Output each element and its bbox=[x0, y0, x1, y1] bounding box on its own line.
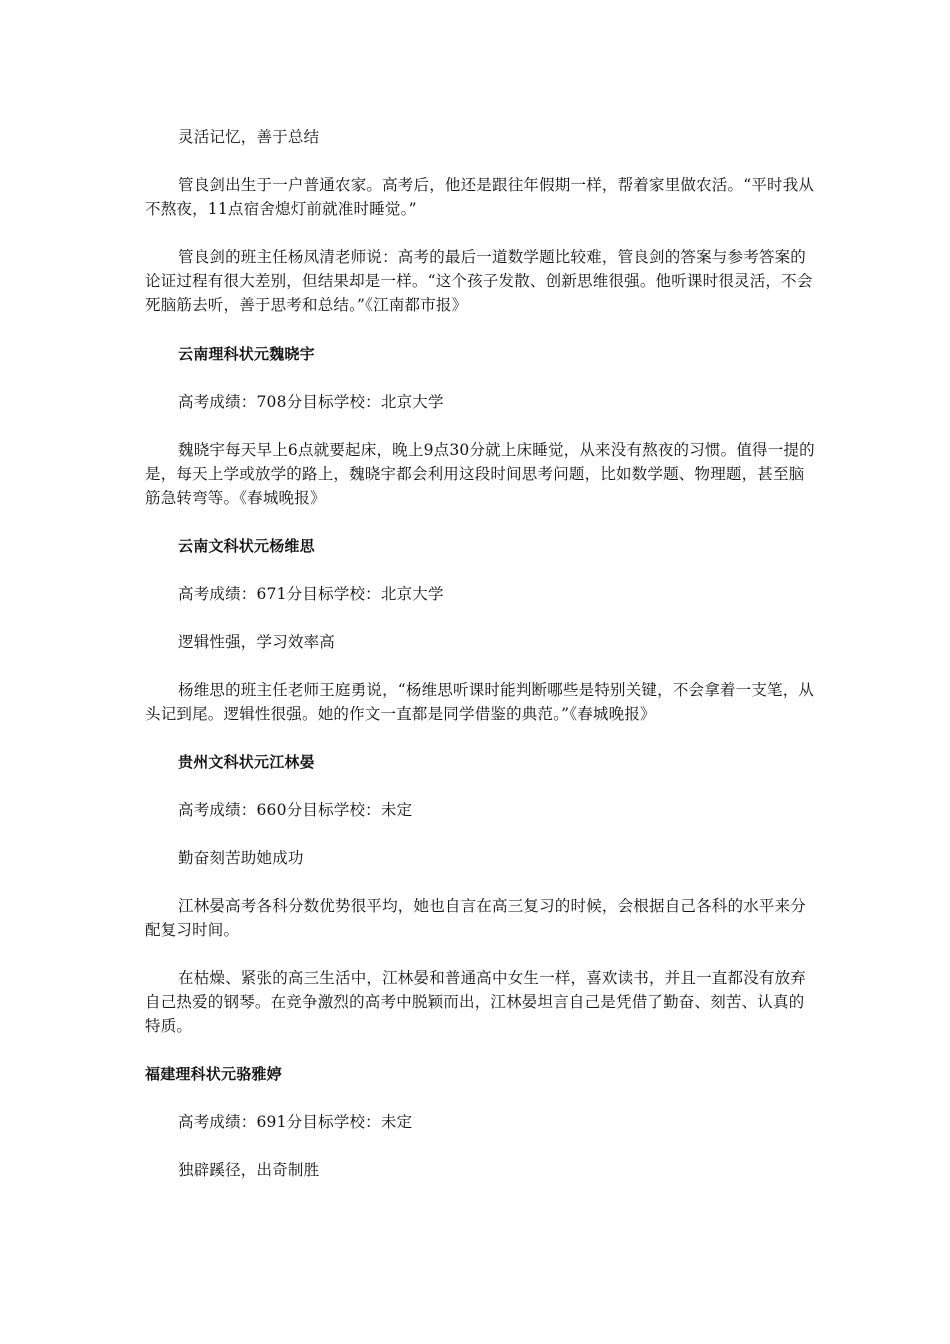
paragraph-guan-background: 管良剑出生于一户普通农家。高考后，他还是跟往年假期一样，帮着家里做农活。“平时我从不熬夜，11点宿舍熄灯前就准时睡觉。” bbox=[145, 176, 815, 218]
score-yunnan-science: 高考成绩：708分目标学校：北京大学 bbox=[178, 393, 444, 411]
heading-fujian-science: 福建理科状元骆雅婷 bbox=[145, 1065, 282, 1083]
score-fujian-science: 高考成绩：691分目标学校：未定 bbox=[178, 1113, 413, 1131]
heading-yunnan-arts: 云南文科状元杨维思 bbox=[178, 537, 315, 555]
subheading-diligence: 勤奋刻苦助她成功 bbox=[178, 849, 304, 867]
score-yunnan-arts: 高考成绩：671分目标学校：北京大学 bbox=[178, 585, 444, 603]
paragraph-jiang-review: 江林晏高考各科分数优势很平均，她也自言在高三复习的时候，会根据自己各科的水平来分配复习时间。 bbox=[145, 897, 807, 939]
paragraph-yang-teacher: 杨维思的班主任老师王庭勇说，“杨维思听课时能判断哪些是特别关键，不会拿着一支笔，从头记到尾。逻辑性很强。她的作文一直都是同学借鉴的典范。”《春城晚报》 bbox=[145, 681, 815, 723]
subheading-logic: 逻辑性强，学习效率高 bbox=[178, 633, 336, 651]
paragraph-wei-routine: 魏晓宇每天早上6点就要起床，晚上9点30分就上床睡觉，从来没有熬夜的习惯。值得一提的是，每天上学或放学的路上，魏晓宇都会利用这段时间思考问题，比如数学题、物理题，甚至脑筋急转弯等。《春城晚报》 bbox=[145, 441, 815, 507]
heading-guizhou-arts: 贵州文科状元江林晏 bbox=[178, 753, 315, 771]
score-guizhou-arts: 高考成绩：660分目标学校：未定 bbox=[178, 801, 413, 819]
heading-yunnan-science: 云南理科状元魏晓宇 bbox=[178, 345, 315, 363]
subheading-unique-path: 独辟蹊径，出奇制胜 bbox=[178, 1161, 320, 1179]
subheading-flexible-memory: 灵活记忆，善于总结 bbox=[178, 128, 320, 146]
paragraph-jiang-life: 在枯燥、紧张的高三生活中，江林晏和普通高中女生一样，喜欢读书，并且一直都没有放弃自己热爱的钢琴。在竞争激烈的高考中脱颖而出，江林晏坦言自己是凭借了勤奋、刻苦、认真的特质。 bbox=[145, 969, 807, 1035]
paragraph-guan-teacher: 管良剑的班主任杨凤清老师说：高考的最后一道数学题比较难，管良剑的答案与参考答案的论证过程有很大差别，但结果却是一样。“这个孩子发散、创新思维很强。他听课时很灵活，不会死脑筋去听，善于思考和总结。”《江南都市报》 bbox=[145, 248, 813, 314]
